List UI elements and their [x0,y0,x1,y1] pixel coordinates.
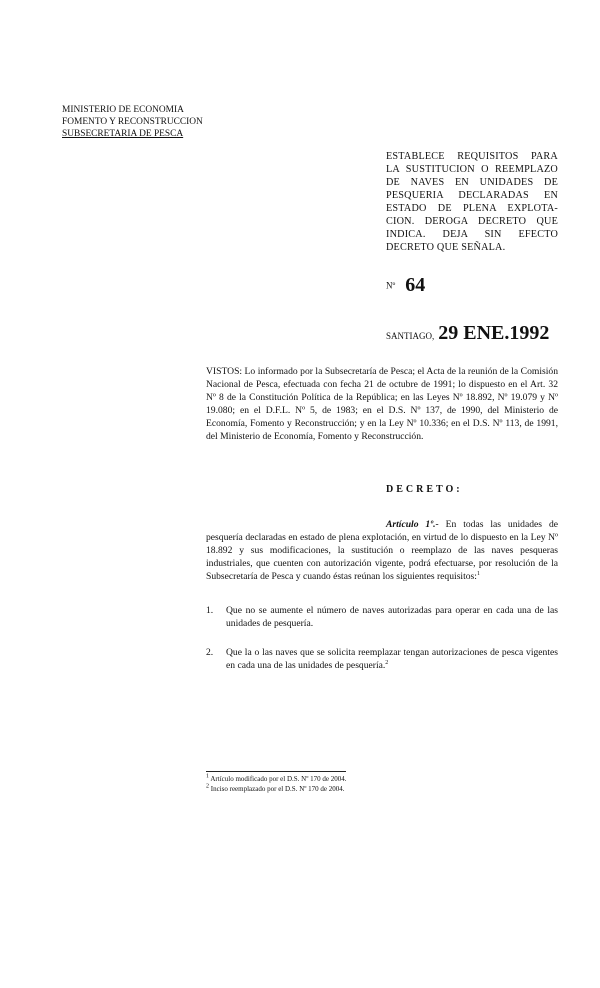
footnote-divider [206,771,346,772]
ministry-name: MINISTERIO DE ECONOMIA [62,105,184,115]
list-item-text: Que no se aumente el número de naves autorizadas para operar en cada una de las unidades de pesquería. [226,605,558,629]
summary-line: LA SUSTITUCION O REEMPLAZO [386,164,558,175]
list-item-number: 2. [206,647,214,658]
summary-line: ESTABLECE REQUISITOS PARA [386,151,558,162]
footnote-mark: 2 [206,783,209,790]
footnote [206,785,347,795]
summary-line: INDICA. DEJA SIN EFECTO [386,229,558,240]
footnote-ref[interactable]: 2 [385,659,389,666]
footnote-text: Inciso reemplazado por el D.S. Nº 170 de 2004. [210,784,345,793]
decree-city: SANTIAGO, [386,331,435,341]
list-item [206,646,558,672]
list-item-text: Que la o las naves que se solicita reemplazar tengan autorizaciones de pesca vigentes en cada una de las unidades de pesquería. [226,647,558,671]
list-item [206,604,558,630]
footnotes [206,775,347,794]
footnote [206,775,347,785]
requirements-list [206,604,558,688]
summary-line: PESQUERIA DECLARADAS EN [386,190,558,201]
ministry-subname: FOMENTO Y RECONSTRUCCION [62,117,203,127]
decree-number-value: 64 [405,274,426,296]
footnote-text: Artículo modificado por el D.S. Nº 170 de 2004. [210,775,347,783]
footnote-mark: 1 [206,773,209,780]
summary-line: DECRETO QUE SEÑALA. [386,242,506,253]
summary-line: ESTADO DE PLENA EXPLOTA- [386,203,558,214]
summary-line: CION. DEROGA DECRETO QUE [386,216,558,227]
decree-date-value: 29 ENE.1992 [438,322,550,344]
article-1 [206,518,558,583]
decree-summary [386,150,558,254]
list-item-number: 1. [206,605,214,616]
decree-date [386,322,549,345]
decreto-heading: DECRETO: [386,484,463,495]
footnote-ref[interactable]: 1 [476,570,480,577]
decree-number [386,274,425,297]
decree-number-label: Nº [386,280,396,291]
summary-line: DE NAVES EN UNIDADES DE [386,177,558,188]
vistos-paragraph: VISTOS: Lo informado por la Subsecretaría de Pesca; el Acta de la reunión de la Comisión Nacional de Pesca, efectuada con fecha 21 de octubre de 1991; lo dispuesto en el Art. 32 Nº 8 de la Constitución Política de la República; en las Leyes Nº 18.892, Nº 19.079 y Nº 19.080; en el D.F.L. Nº 5, de 1983; en el D.S. Nº 137, de 1990, del Ministerio de Economía, Fomento y Reconstrucción; y en la Ley Nº 10.336; en el D.S. Nº 113, de 1991, del Ministerio de Economía, Fomento y Reconstrucción. [206,366,558,442]
article-1-text: En todas las unidades de pesquería declaradas en estado de plena explotación, en virtud de lo dispuesto en la Ley Nº 18.892 y sus modificaciones, la sustitución o reemplazo de las naves pesqueras industriales, que cuenten con autorización vigente, podrá efectuarse, por resolución de la Subsecretaría de Pesca y cuando éstas reúnan los siguientes requisitos: [206,519,558,582]
letterhead [62,104,203,140]
article-1-title: Artículo 1º.- [386,519,439,530]
subsecretaria-name: SUBSECRETARIA DE PESCA [62,129,184,139]
